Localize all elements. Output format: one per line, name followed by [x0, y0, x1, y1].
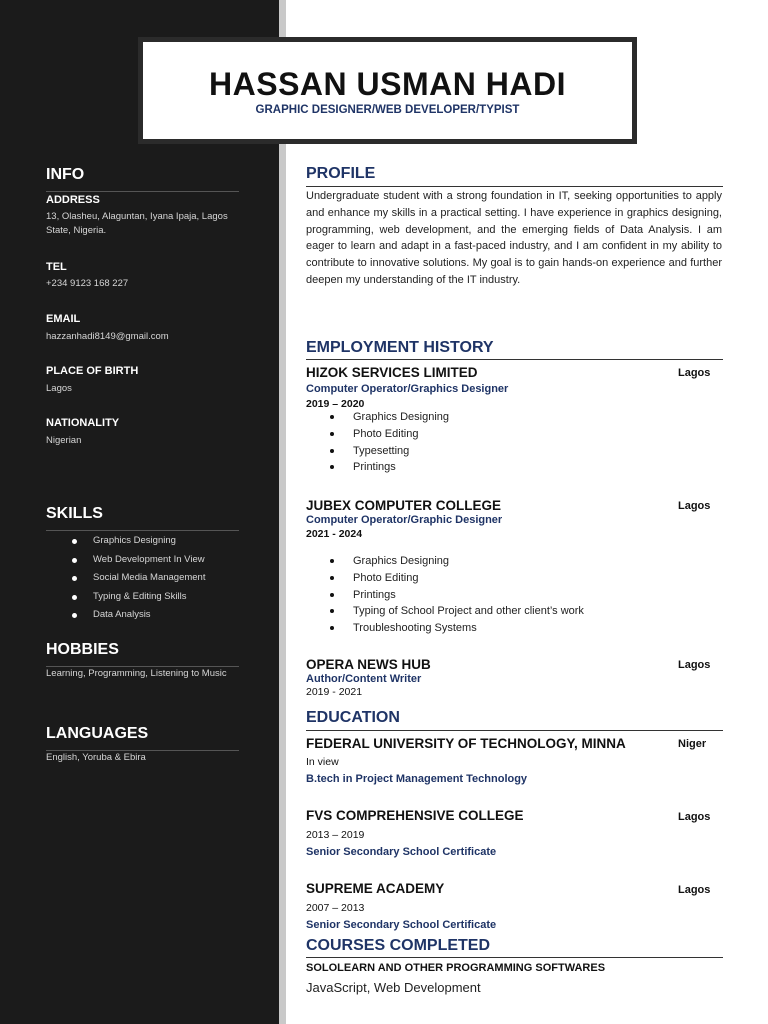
birth-value: Lagos [46, 383, 72, 394]
skill-item: Typing & Editing Skills [72, 588, 205, 607]
skill-item: Data Analysis [72, 606, 205, 625]
tel-label: TEL [46, 261, 67, 273]
skill-item: Graphics Designing [72, 532, 205, 551]
skill-item: Web Development In View [72, 551, 205, 570]
address-label: ADDRESS [46, 194, 100, 206]
skill-item: Social Media Management [72, 569, 205, 588]
school-dates: In view [306, 756, 339, 768]
school-location: Lagos [678, 811, 711, 823]
school-location: Lagos [678, 884, 711, 896]
nationality-value: Nigerian [46, 435, 82, 446]
profile-divider [306, 186, 723, 187]
job-dates: 2019 – 2020 [306, 398, 365, 410]
school-org: FVS COMPREHENSIVE COLLEGE [306, 808, 524, 823]
nationality-label: NATIONALITY [46, 417, 120, 429]
skills-divider [46, 530, 239, 531]
school-certificate: Senior Secondary School Certificate [306, 919, 497, 931]
sidebar-edge [279, 0, 286, 1024]
duty-item: Printings [330, 459, 449, 476]
skills-list [72, 532, 205, 625]
education-divider [306, 730, 723, 731]
job-duties [330, 553, 584, 637]
email-value: hazzanhadi8149@gmail.com [46, 331, 169, 342]
duty-item: Troubleshooting Systems [330, 620, 584, 637]
hobbies-value: Learning, Programming, Listening to Music [46, 668, 227, 679]
skills-title: SKILLS [46, 505, 103, 522]
school-dates: 2013 – 2019 [306, 829, 365, 841]
candidate-role: GRAPHIC DESIGNER/WEB DEVELOPER/TYPIST [255, 104, 520, 116]
course-detail: JavaScript, Web Development [306, 980, 481, 995]
school-certificate: Senior Secondary School Certificate [306, 846, 497, 858]
employment-title: EMPLOYMENT HISTORY [306, 339, 494, 356]
courses-title: COURSES COMPLETED [306, 937, 491, 954]
duty-item: Graphics Designing [330, 409, 449, 426]
education-title: EDUCATION [306, 709, 400, 726]
course-heading: SOLOLEARN AND OTHER PROGRAMMING SOFTWARES [306, 962, 606, 974]
name-header [138, 37, 637, 144]
birth-label: PLACE OF BIRTH [46, 365, 139, 377]
languages-value: English, Yoruba & Ebira [46, 752, 146, 763]
info-divider [46, 191, 239, 192]
sidebar [0, 0, 279, 1024]
school-dates: 2007 – 2013 [306, 902, 365, 914]
job-position: Author/Content Writer [306, 673, 422, 685]
job-position: Computer Operator/Graphics Designer [306, 383, 509, 395]
job-location: Lagos [678, 500, 711, 512]
job-location: Lagos [678, 659, 711, 671]
job-org: HIZOK SERVICES LIMITED [306, 365, 478, 380]
school-org: FEDERAL UNIVERSITY OF TECHNOLOGY, MINNA [306, 736, 626, 751]
courses-divider [306, 957, 723, 958]
profile-text: Undergraduate student with a strong foundation in IT, seeking opportunities to apply and enhance my skills in a practical setting. I have experience in graphics designing, programming, web development, and the emerging fields of Data Analysis. I am eager to learn and adapt in a fast-paced industry, and I am confident in my ability to contribute to innovative solutions. My goal is to gain hands-on experience and further deepen my understanding of the IT industry. [306, 190, 722, 286]
duty-item: Typing of School Project and other client’s work [330, 603, 584, 620]
job-dates: 2021 - 2024 [306, 528, 363, 540]
tel-value: +234 9123 168 227 [46, 278, 129, 289]
languages-title: LANGUAGES [46, 725, 149, 742]
duty-item: Photo Editing [330, 426, 449, 443]
school-org: SUPREME ACADEMY [306, 881, 445, 896]
duty-item: Printings [330, 587, 584, 604]
candidate-name: HASSAN USMAN HADI [209, 66, 566, 102]
duty-item: Graphics Designing [330, 553, 584, 570]
email-label: EMAIL [46, 313, 81, 325]
hobbies-title: HOBBIES [46, 641, 119, 658]
job-dates: 2019 - 2021 [306, 686, 363, 698]
profile-title: PROFILE [306, 165, 376, 182]
school-location: Niger [678, 738, 707, 750]
job-location: Lagos [678, 367, 711, 379]
duty-item: Typesetting [330, 443, 449, 460]
job-position: Computer Operator/Graphic Designer [306, 514, 503, 526]
duty-item: Photo Editing [330, 570, 584, 587]
job-org: JUBEX COMPUTER COLLEGE [306, 498, 502, 513]
employment-divider [306, 359, 723, 360]
school-certificate: B.tech in Project Management Technology [306, 773, 528, 785]
info-title: INFO [46, 166, 85, 183]
job-duties [330, 409, 449, 476]
address-value: 13, Olasheu, Alaguntan, Iyana Ipaja, Lagos State, Nigeria. [46, 211, 228, 236]
job-org: OPERA NEWS HUB [306, 657, 431, 672]
